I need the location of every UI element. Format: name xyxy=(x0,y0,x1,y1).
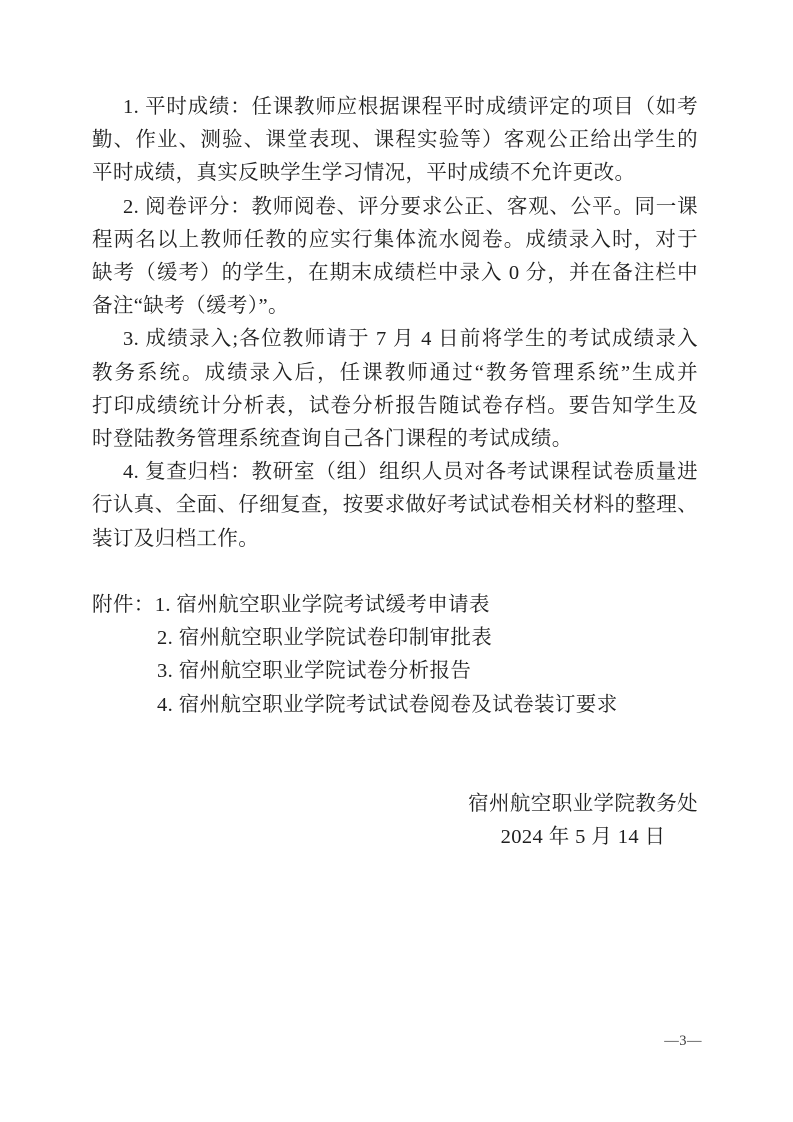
body-line: 2. 阅卷评分：教师阅卷、评分要求公正、客观、公平。同一课 xyxy=(123,195,698,218)
body-line: 平时成绩，真实反映学生学习情况，平时成绩不允许更改。 xyxy=(92,162,636,185)
body-line: 1. 平时成绩：任课教师应根据课程平时成绩评定的项目（如考 xyxy=(123,96,698,118)
body-line: 教务系统。成绩录入后，任课教师通过“教务管理系统”生成并 xyxy=(92,361,698,384)
body-line: 打印成绩统计分析表，试卷分析报告随试卷存档。要告知学生及 xyxy=(92,394,698,417)
page-number: —3— xyxy=(664,1033,702,1049)
attachment-item: 2. 宿州航空职业学院试卷印制审批表 xyxy=(157,627,493,650)
body-line: 3. 成绩录入;各位教师请于 7 月 4 日前将学生的考试成绩录入 xyxy=(123,328,698,351)
body-line: 备注“缺考（缓考）”。 xyxy=(92,295,289,318)
signature-org: 宿州航空职业学院教务处 xyxy=(468,793,698,816)
attachments-label: 附件： xyxy=(92,594,155,617)
body-line: 勤、作业、测验、课堂表现、课程实验等）客观公正给出学生的 xyxy=(92,129,698,152)
attachment-item: 3. 宿州航空职业学院试卷分析报告 xyxy=(157,660,472,683)
body-line: 行认真、全面、仔细复查，按要求做好考试试卷相关材料的整理、 xyxy=(92,494,699,517)
document-body xyxy=(92,91,698,855)
body-line: 程两名以上教师任教的应实行集体流水阅卷。成绩录入时，对于 xyxy=(92,228,698,251)
attachment-item xyxy=(92,589,698,622)
signature-block xyxy=(468,788,698,854)
body-line: 缺考（缓考）的学生，在期末成绩栏中录入 0 分，并在备注栏中 xyxy=(92,262,698,285)
attachment-item: 4. 宿州航空职业学院考试试卷阅卷及试卷装订要求 xyxy=(157,693,618,716)
signature-date: 2024 年 5 月 14 日 xyxy=(500,826,666,849)
attachments-list xyxy=(92,589,698,722)
body-line: 4. 复查归档：教研室（组）组织人员对各考试课程试卷质量进 xyxy=(123,461,698,484)
body-line: 装订及归档工作。 xyxy=(92,527,260,550)
attachment-item-text: 1. 宿州航空职业学院考试缓考申请表 xyxy=(154,594,490,617)
body-line: 时登陆教务管理系统查询自己各门课程的考试成绩。 xyxy=(92,428,573,451)
